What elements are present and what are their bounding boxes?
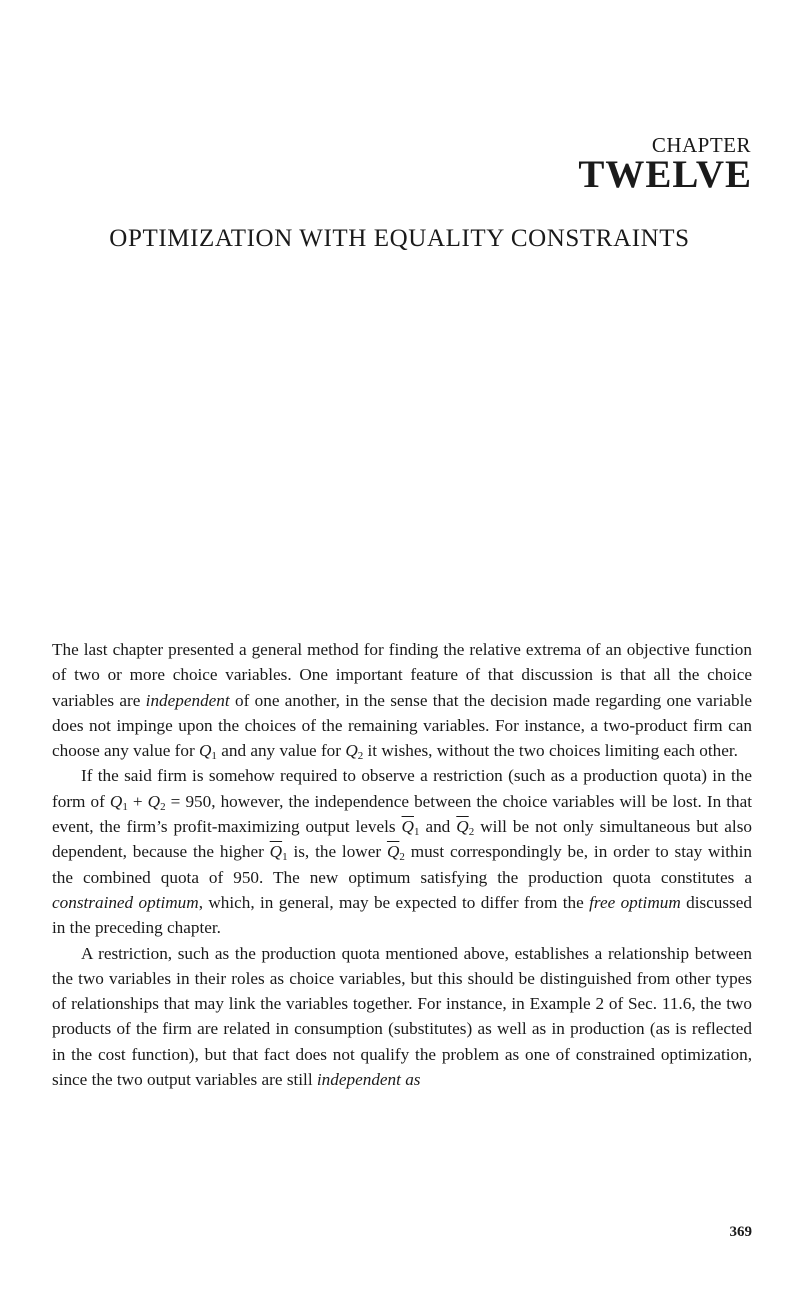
math-q2: $Q_2$ [345,741,364,763]
chapter-label: CHAPTER [651,133,751,157]
math-q1: $Q_1$ [199,741,217,763]
math-q2-bar: $\overline{Q}_2$ [456,817,475,839]
emphasis-free-optimum: free optimum [589,892,681,912]
chapter-number: TWELVE [578,153,752,196]
emphasis-independent-as: independent as [316,1070,421,1090]
math-q1: $Q_1$ [109,791,128,813]
paragraph-3: A restriction, such as the production quota mentioned above, establishes a relationship between the two variables in their roles as choice variables, but this should be distinguished from other types of relationships that may link the variables together. For instance, in Example 2 of Sec. 11.6, the two products of the firm are related in consumption (substitutes) as well as in production (as is reflected in the cost function), but that fact does not qualify the problem as one of constrained optimization, since the two output variables are still independent as [52,943,752,1090]
emphasis-constrained-optimum: constrained optimum [52,892,199,912]
paragraph-1: The last chapter presented a general method for finding the relative extrema of an objective function of two or more choice variables. One important feature of that discussion is that all the choice variables are independent of one another, in the sense that the decision made regarding one variable does not impinge upon the choices of the remaining variables. For instance, a two-product firm can choose any value for $Q_1$ and any value for $Q_2$ it wishes, without the two choices limiting each other. [52,640,752,763]
emphasis-independent: independent [145,690,230,710]
page-number: 369 [729,1224,752,1240]
math-q1-bar: $\overline{Q}_1$ [269,842,288,864]
math-q2: $Q_2$ [147,791,166,813]
chapter-title: OPTIMIZATION WITH EQUALITY CONSTRAINTS [109,225,690,252]
math-q1-bar: $\overline{Q}_1$ [401,817,420,839]
body-text [52,637,752,1092]
paragraph-2: If the said firm is somehow required to observe a restriction (such as a production quota) in the form of $Q_1 + Q_2 = 950$, however, the independence between the choice variables will be lost. In that event, the firm’s profit-maximizing output levels $\overline{Q}_1$ and $\overline{Q}_2$ will be not only simultaneous but also dependent, because the higher $\overline{Q}_1$ is, the lower $\overline{Q}_2$ must correspondingly be, in order to stay within the combined quota of 950. The new optimum satisfying the production quota constitutes a constrained optimum, which, in general, may be expected to differ from the free optimum discussed in the preceding chapter. [52,766,753,938]
math-q2-bar: $\overline{Q}_2$ [386,842,405,864]
